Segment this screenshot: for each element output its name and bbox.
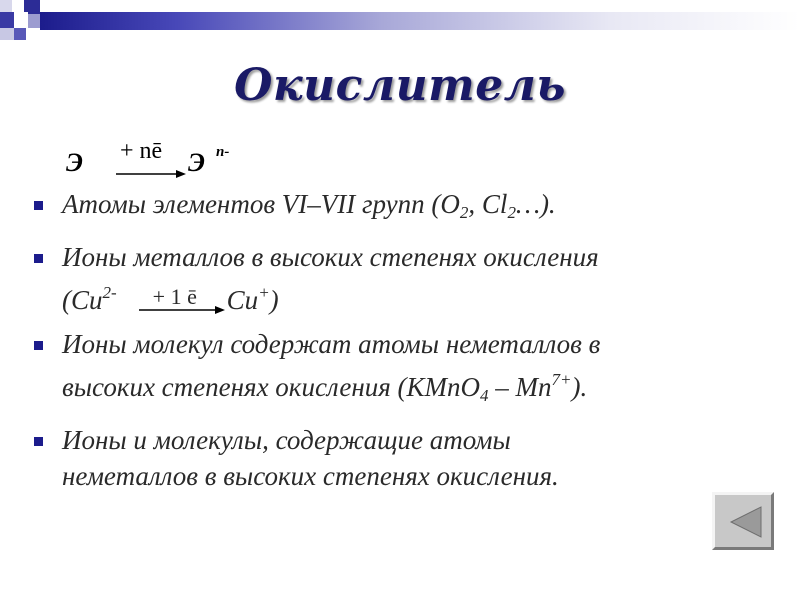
bullet-text: , Cl	[468, 189, 508, 219]
bullet-list	[32, 186, 782, 502]
subscript: 2	[459, 203, 469, 222]
bullet-text: – Mn	[488, 372, 552, 402]
slide-title: Окислитель	[234, 60, 566, 111]
decor-square	[14, 28, 26, 40]
superscript: 2-	[102, 283, 117, 302]
list-item	[32, 326, 782, 414]
bullet-text: неметаллов в высоких степенях окисления.	[62, 461, 559, 491]
bullet-text: высоких степенях окисления (KMnO	[62, 372, 481, 402]
decor-square	[0, 28, 14, 40]
decor-square	[14, 12, 28, 28]
reduction-formula	[62, 138, 322, 182]
subscript: 4	[480, 386, 489, 405]
back-button[interactable]	[712, 492, 774, 550]
bullet-text: …).	[515, 189, 556, 219]
inline-arrow-label: + 1 ē	[152, 284, 197, 309]
bullet-text: Ионы металлов в высоких степенях окисления	[62, 242, 599, 272]
formula-right-charge: n-	[216, 144, 230, 160]
bullet-text: Атомы элементов VI–VII групп (O	[62, 189, 460, 219]
reaction-arrow-icon	[139, 305, 227, 315]
bullet-text: ).	[571, 372, 588, 402]
subscript: 2	[507, 203, 516, 222]
decor-square	[0, 12, 14, 28]
bullet-text: )	[269, 285, 279, 315]
reaction-arrow-icon	[116, 168, 236, 180]
formula-arrow-label: + nē	[120, 138, 163, 164]
bullet-text: Cu	[226, 285, 259, 315]
decor-square	[0, 0, 12, 12]
header-gradient-bar	[40, 12, 800, 30]
decor-square	[12, 0, 24, 12]
bullet-text: (Cu	[62, 285, 103, 315]
list-item	[32, 422, 782, 494]
bullet-square-icon	[34, 341, 43, 350]
formula-left-element: Э	[66, 148, 83, 177]
decor-square	[28, 14, 40, 28]
superscript: 7+	[551, 370, 572, 389]
bullet-square-icon	[34, 437, 43, 446]
list-item	[32, 239, 782, 318]
bullet-square-icon	[34, 254, 43, 263]
header-decoration	[0, 0, 800, 42]
triangle-left-icon	[727, 505, 763, 539]
formula-right-element: Э	[188, 148, 205, 177]
bullet-text: Ионы молекул содержат атомы неметаллов в	[62, 329, 601, 359]
superscript: +	[258, 283, 270, 302]
bullet-text: Ионы и молекулы, содержащие атомы	[62, 425, 511, 455]
list-item	[32, 186, 782, 231]
inline-reaction	[139, 283, 227, 313]
bullet-square-icon	[34, 201, 43, 210]
